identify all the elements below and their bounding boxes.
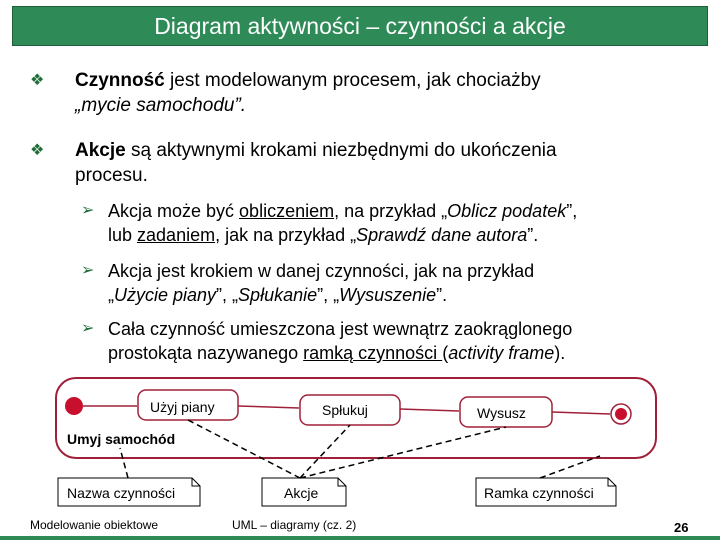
diamond-bullet-icon: ❖ xyxy=(30,142,45,159)
arrow-bullet-icon: ➢ xyxy=(81,320,95,337)
footer-topic: UML – diagramy (cz. 2) xyxy=(232,518,357,532)
bullet-text-line2: „mycie samochodu”. xyxy=(75,95,247,116)
text: lub xyxy=(108,225,138,245)
underlined-term: zadaniem xyxy=(137,225,216,245)
anchor-akcje-1 xyxy=(188,420,300,478)
initial-node xyxy=(65,397,83,415)
action-label-wysusz: Wysusz xyxy=(477,405,526,421)
bullet-text: są aktywnymi krokami niezbędnymi do ukończenia xyxy=(125,140,557,161)
italic-example: Użycie piany xyxy=(114,285,217,305)
text: Akcja może być xyxy=(108,201,240,221)
italic-example: Sprawdź dane autora xyxy=(356,225,528,245)
slide-title: Diagram aktywności – czynności a akcje xyxy=(154,12,566,39)
footer-course: Modelowanie obiektowe xyxy=(30,518,159,532)
underlined-term: ramką czynności xyxy=(303,343,443,363)
bullet-text: jest modelowanym procesem, jak chociażby xyxy=(164,70,541,91)
flow-2 xyxy=(238,406,299,408)
text: Akcja jest krokiem w danej czynności, jak na przykład xyxy=(108,261,535,281)
arrow-bullet-icon: ➢ xyxy=(81,202,95,219)
text: ”, xyxy=(566,201,578,221)
note-label-ramka: Ramka czynności xyxy=(484,485,594,501)
italic-example: Wysuszenie xyxy=(339,285,437,305)
text: ( xyxy=(442,343,449,363)
bullet-bold-term: Akcje xyxy=(75,140,126,161)
text: „ xyxy=(108,285,114,305)
anchor-nazwa xyxy=(120,448,128,478)
text: ”, „ xyxy=(317,285,340,305)
arrow-bullet-icon: ➢ xyxy=(81,262,95,279)
bottom-accent-bar xyxy=(0,536,720,540)
text: Cała czynność umieszczona jest wewnątrz zaokrąglonego xyxy=(108,319,573,339)
page-number: 26 xyxy=(674,520,689,535)
action-label-splukuj: Spłukuj xyxy=(322,402,368,418)
frame-label: Umyj samochód xyxy=(67,431,176,447)
note-label-nazwa: Nazwa czynności xyxy=(67,485,176,501)
anchor-akcje-3 xyxy=(300,427,506,478)
note-label-akcje: Akcje xyxy=(284,485,319,501)
text: ”. xyxy=(527,225,539,245)
text: ). xyxy=(554,343,566,363)
text: , jak na przykład „ xyxy=(215,225,357,245)
text: ”, „ xyxy=(216,285,239,305)
final-node-inner xyxy=(615,408,627,420)
flow-4 xyxy=(552,412,610,414)
italic-term: activity frame xyxy=(448,343,555,363)
italic-example: Oblicz podatek xyxy=(447,201,567,221)
diamond-bullet-icon: ❖ xyxy=(30,72,45,89)
text: prostokąta nazywanego xyxy=(108,343,304,363)
flow-3 xyxy=(400,409,459,411)
bullet-text-line2: procesu. xyxy=(75,165,148,186)
underlined-term: obliczeniem xyxy=(239,201,335,221)
bullet-bold-term: Czynność xyxy=(75,70,165,91)
action-label-uzyj-piany: Użyj piany xyxy=(150,399,215,415)
text: ”. xyxy=(436,285,448,305)
text: , na przykład „ xyxy=(334,201,448,221)
italic-example: Spłukanie xyxy=(238,285,318,305)
anchor-akcje-2 xyxy=(300,425,350,478)
anchor-ramka xyxy=(540,456,600,478)
